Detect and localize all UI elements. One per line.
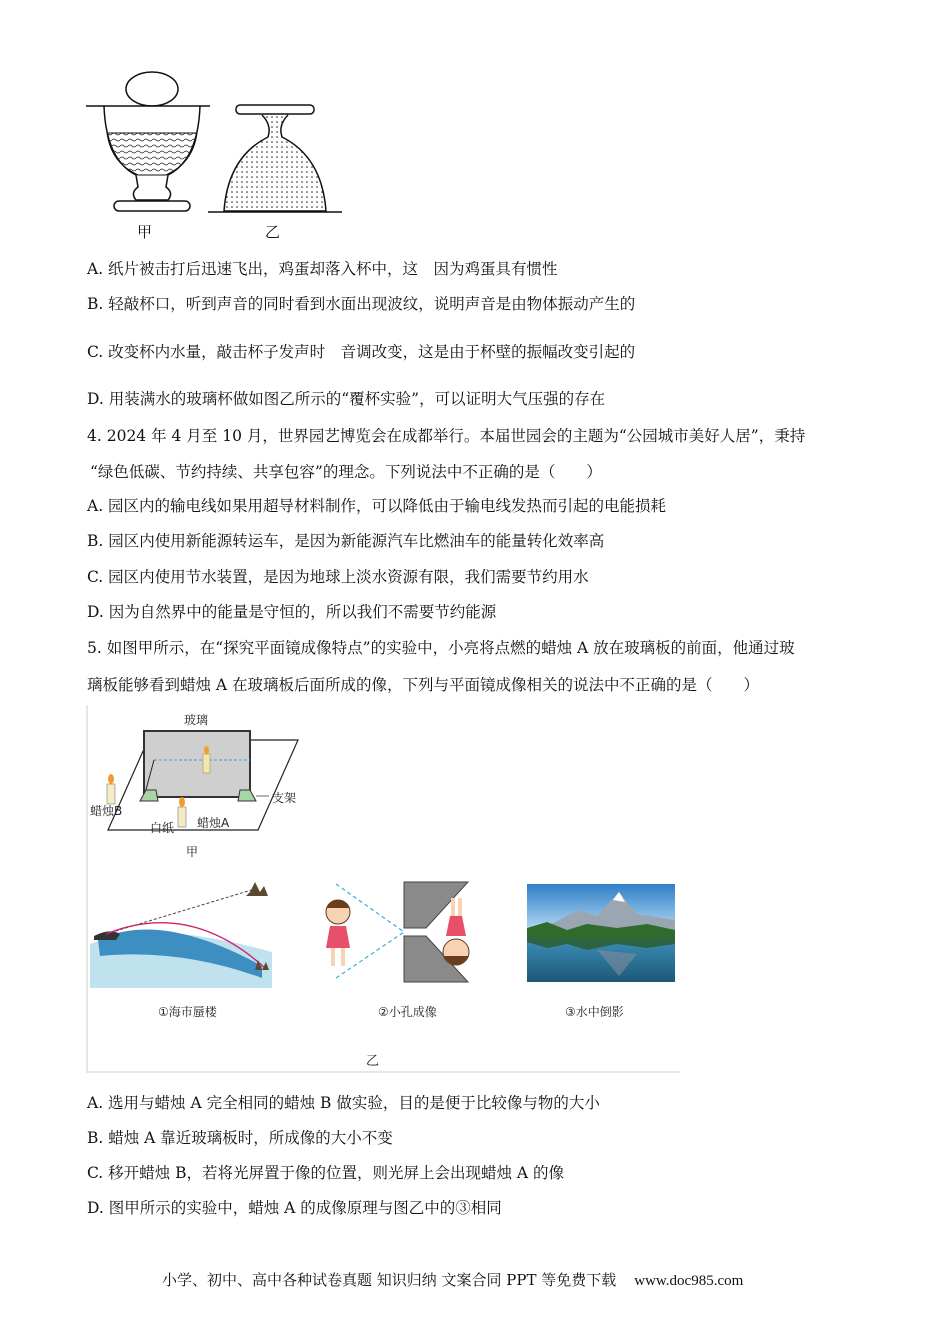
- pinhole-illustration: [316, 878, 476, 990]
- q5-stem-line2: 璃板能够看到蜡烛 A 在玻璃板后面所成的像，下列与平面镜成像相关的说法中不正确的是（ ）: [87, 676, 760, 694]
- candle-b: [107, 784, 115, 804]
- caption-reflection: ③水中倒影: [565, 1005, 624, 1019]
- q3-option-d: D. 用装满水的玻璃杯做如图乙所示的“覆杯实验”，可以证明大气压强的存在: [87, 390, 606, 408]
- figure-label-jia: 甲: [137, 223, 153, 241]
- caption-pinhole: ②小孔成像: [378, 1005, 437, 1019]
- q5-option-d: D. 图甲所示的实验中，蜡烛 A 的成像原理与图乙中的③相同: [87, 1199, 502, 1217]
- label-yi-2: 乙: [366, 1054, 380, 1069]
- q4-option-d: D. 因为自然界中的能量是守恒的，所以我们不需要节约能源: [87, 603, 497, 621]
- label-jia-2: 甲: [186, 845, 199, 859]
- mirage-illustration: [90, 878, 272, 988]
- q4-option-a: A. 园区内的输电线如果用超导材料制作，可以降低由于输电线发热而引起的电能损耗: [87, 497, 667, 515]
- q3-option-a: A. 纸片被击打后迅速飞出，鸡蛋却落入杯中，这 因为鸡蛋具有惯性: [87, 260, 558, 278]
- q4-option-c: C. 园区内使用节水装置，是因为地球上淡水资源有限，我们需要节约用水: [87, 568, 589, 586]
- label-candle-b: 蜡烛B: [90, 804, 123, 818]
- q4-stem-line2: “绿色低碳、节约持续、共享包容”的理念。下列说法中不正确的是（ ）: [90, 463, 602, 481]
- q3-option-b: B. 轻敲杯口，听到声音的同时看到水面出现波纹，说明声音是由物体振动产生的: [87, 295, 636, 313]
- q5-option-b: B. 蜡烛 A 靠近玻璃板时，所成像的大小不变: [87, 1129, 393, 1147]
- label-glass: 玻璃: [184, 713, 209, 727]
- label-stand: 支架: [272, 791, 297, 805]
- reflection-illustration: [527, 884, 675, 982]
- caption-mirage: ①海市蜃楼: [158, 1005, 217, 1019]
- q3-option-c: C. 改变杯内水量，敲击杯子发声时 音调改变，这是由于杯壁的振幅改变引起的: [87, 343, 636, 361]
- egg: [126, 72, 178, 106]
- cup-base-yi: [236, 105, 314, 114]
- q5-option-a: A. 选用与蜡烛 A 完全相同的蜡烛 B 做实验，目的是便于比较像与物的大小: [87, 1094, 600, 1112]
- q4-option-b: B. 园区内使用新能源转运车，是因为新能源汽车比燃油车的能量转化效率高: [87, 532, 605, 550]
- footer-url[interactable]: www.doc985.com: [634, 1273, 744, 1289]
- cup-experiment-figure: [80, 65, 350, 245]
- label-white-paper: 白纸: [150, 821, 175, 835]
- candle-a: [178, 807, 186, 827]
- footer-text: 小学、初中、高中各种试卷真题 知识归纳 文案合同 PPT 等免费下载: [162, 1271, 617, 1289]
- glass-plate: [144, 731, 250, 797]
- q4-stem-line1: 4. 2024 年 4 月至 10 月，世界园艺博览会在成都举行。本届世园会的主题为“公园城市美好人居”，秉持: [87, 427, 806, 445]
- cup-base-jia: [114, 201, 190, 211]
- cup-yi: [224, 115, 326, 211]
- figure-label-yi: 乙: [265, 223, 281, 241]
- q5-option-c: C. 移开蜡烛 B，若将光屏置于像的位置，则光屏上会出现蜡烛 A 的像: [87, 1164, 565, 1182]
- label-candle-a: 蜡烛A: [197, 816, 230, 830]
- page-footer: [162, 1269, 743, 1290]
- q5-stem-line1: 5. 如图甲所示，在“探究平面镜成像特点”的实验中，小亮将点燃的蜡烛 A 放在玻璃板的前面，他通过玻: [87, 639, 795, 657]
